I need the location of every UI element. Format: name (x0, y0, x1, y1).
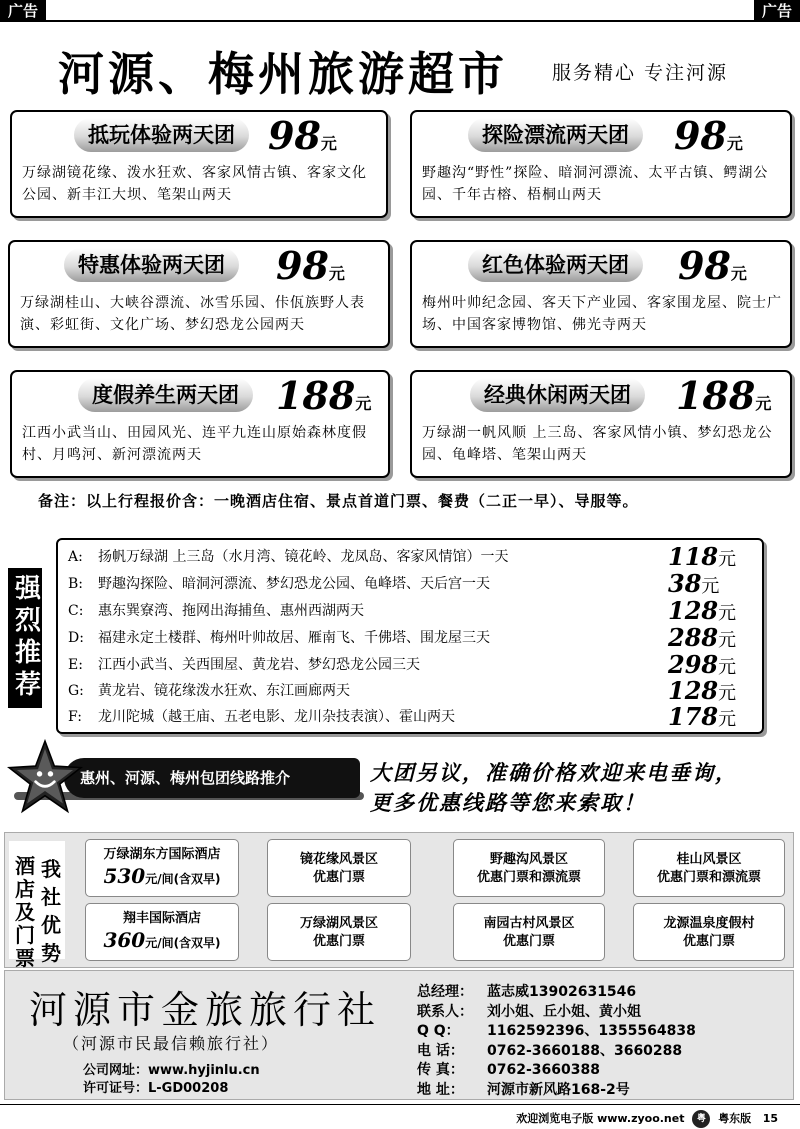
tour-description: 万绿湖镜花缘、泼水狂欢、客家风情古镇、客家文化公园、新丰江大坝、笔架山两天 (22, 165, 367, 203)
ticket-card: 野趣沟风景区 优惠门票和漂流票 (453, 839, 605, 897)
tour-description: 万绿湖一帆风顺 上三岛、客家风情小镇、梦幻恐龙公园、龟峰塔、笔架山两天 (422, 425, 773, 463)
tour-price: 188元 (276, 373, 372, 418)
contact-row: 地 址： 河源市新风路168-2号 (417, 1081, 630, 1098)
list-item: E: 江西小武当、关西围屋、黄龙岩、梦幻恐龙公园三天 (68, 657, 420, 673)
tour-description: 梅州叶帅纪念园、客天下产业园、客家围龙屋、院士广场、中国客家博物馆、佛光寺两天 (422, 295, 782, 333)
tour-price: 188元 (676, 373, 772, 418)
tour-card (10, 110, 388, 218)
agency-license: 许可证号：L-GD00208 (83, 1081, 229, 1096)
contact-list (417, 983, 696, 1100)
ticket-card: 镜花缘风景区 优惠门票 (267, 839, 411, 897)
tour-card (410, 370, 792, 478)
page-title: 河源、梅州旅游超市 (58, 47, 508, 101)
tour-card (8, 240, 390, 348)
agency-subtitle: （河源市民最信赖旅行社） (63, 1034, 280, 1053)
tour-name: 经典休闲两天团 (470, 378, 645, 412)
tour-name: 红色体验两天团 (468, 248, 643, 282)
group-tour-banner: 惠州、河源、梅州包团线路推介 (64, 758, 360, 798)
tour-name: 探险漂流两天团 (468, 118, 643, 152)
tour-name: 特惠体验两天团 (64, 248, 239, 282)
price-note: 备注：以上行程报价含：一晚酒店住宿、景点首道门票、餐费（二正一早）、导服等。 (38, 492, 639, 510)
list-item: G: 黄龙岩、镜花缘泼水狂欢、东江画廊两天 (68, 683, 350, 699)
list-item: B: 野趣沟探险、暗洞河漂流、梦幻恐龙公园、龟峰塔、天后宫一天 (68, 576, 490, 592)
route-price: 128元 (668, 596, 737, 625)
tour-card (410, 110, 792, 218)
tour-price: 98元 (674, 113, 743, 158)
contact-row: 传 真： 0762-3660388 (417, 1062, 600, 1078)
tour-description: 万绿湖桂山、大峡谷漂流、冰雪乐园、佧佤族野人表演、彩虹街、文化广场、梦幻恐龙公园两天 (20, 295, 365, 333)
tour-card (10, 370, 390, 478)
route-price: 178元 (668, 702, 737, 731)
ticket-card: 万绿湖风景区 优惠门票 (267, 903, 411, 961)
agency-name: 河源市金旅旅行社 (29, 988, 382, 1032)
agency-panel (4, 970, 794, 1100)
page-footer (0, 1104, 800, 1129)
list-item: C: 惠东巽寮湾、拖网出海捕鱼、惠州西湖两天 (68, 603, 364, 619)
list-item: F: 龙川陀城（越王庙、五老电影、龙川杂技表演）、霍山两天 (68, 709, 455, 725)
slogan: 服务精心 专注河源 (552, 62, 729, 84)
list-item: A: 扬帆万绿湖 上三岛（水月湾、镜花岭、龙凤岛、客家风情馆）一天 (68, 549, 509, 565)
page-number: 15 (762, 1112, 778, 1125)
list-item: D: 福建永定土楼群、梅州叶帅故居、雁南飞、千佛塔、围龙屋三天 (68, 630, 490, 646)
hotel-card: 万绿湖东方国际酒店 530元/间(含双早) (85, 839, 239, 897)
route-price: 118元 (668, 542, 737, 571)
contact-row: 联系人： 刘小姐、丘小姐、黄小姐 (417, 1003, 641, 1020)
footer-text: 欢迎浏览电子版 www.zyoo.net 粤 粤东版 15 (516, 1110, 778, 1128)
smiley-star-icon (6, 738, 84, 816)
ticket-card: 桂山风景区 优惠门票和漂流票 (633, 839, 785, 897)
tour-name: 抵玩体验两天团 (74, 118, 249, 152)
hotel-card: 翔丰国际酒店 360元/间(含双早) (85, 903, 239, 961)
route-price: 288元 (668, 623, 737, 652)
contact-row: 总经理： 蓝志威13902631546 (417, 984, 637, 1000)
tour-description: 野趣沟“野性”探险、暗洞河漂流、太平古镇、鳄湖公园、千年古榕、梧桐山两天 (422, 165, 769, 203)
promo-text: 大团另议，准确价格欢迎来电垂询， 更多优惠线路等您来索取！ (370, 761, 738, 815)
edition-logo-icon: 粤 (692, 1110, 710, 1128)
tour-price: 98元 (268, 113, 337, 158)
route-price: 128元 (668, 676, 737, 705)
tour-description: 江西小武当山、田园风光、连平九连山原始森林度假村、月鸣河、新河漂流两天 (22, 425, 367, 463)
ticket-card: 龙源温泉度假村 优惠门票 (633, 903, 785, 961)
tour-price: 98元 (276, 243, 345, 288)
advantages-panel (4, 832, 794, 968)
route-price: 298元 (668, 650, 737, 679)
contact-row: 电 话： 0762-3660188、3660288 (417, 1042, 683, 1059)
tour-card (410, 240, 792, 348)
ticket-card: 南园古村风景区 优惠门票 (453, 903, 605, 961)
tour-price: 98元 (678, 243, 747, 288)
agency-website: 公司网址：www.hyjinlu.cn (83, 1063, 260, 1078)
route-price: 38元 (668, 569, 720, 598)
tour-name: 度假养生两天团 (78, 378, 253, 412)
top-rule (46, 20, 754, 22)
ad-tag-right: 广告 (754, 0, 800, 22)
recommend-list (56, 538, 764, 734)
recommend-label: 强烈推荐 (8, 568, 42, 708)
ad-tag-left: 广告 (0, 0, 46, 22)
contact-row: Q Q： 1162592396、1355564838 (417, 1023, 696, 1039)
advantages-label: 酒店及门票 我社优势 (9, 841, 65, 959)
